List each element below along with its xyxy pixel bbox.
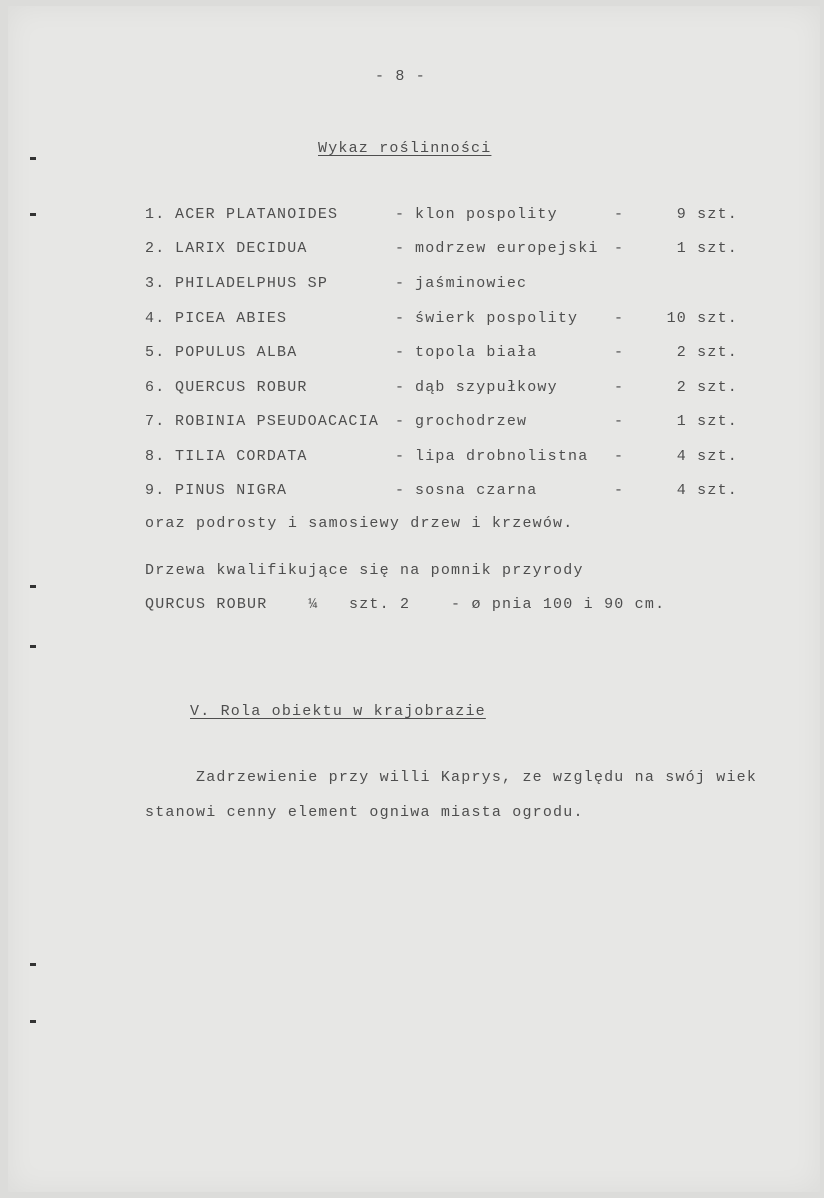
plant-polish-name: świerk pospolity <box>415 310 579 327</box>
plant-polish-name: klon pospolity <box>415 206 558 223</box>
plant-polish-name: dąb szypułkowy <box>415 379 558 396</box>
dash: - <box>614 310 625 327</box>
margin-mark <box>30 963 36 966</box>
plant-latin-name: POPULUS ALBA <box>175 344 298 361</box>
dash: - <box>395 344 406 361</box>
plant-number: 6. <box>145 379 166 396</box>
dash: - <box>614 206 625 223</box>
dash: - <box>395 448 406 465</box>
dash: - <box>614 448 625 465</box>
plant-latin-name: ROBINIA PSEUDOACACIA <box>175 413 380 430</box>
section-title: Wykaz roślinności <box>318 140 492 157</box>
plant-quantity: 9 szt. <box>676 206 738 223</box>
dash: - <box>395 482 406 499</box>
plant-latin-name: TILIA CORDATA <box>175 448 308 465</box>
monument-line: QURCUS ROBUR ¼ szt. 2 - ø pnia 100 i 90 cm. <box>145 596 666 613</box>
margin-mark <box>30 645 36 648</box>
section-v-text-line-1: Zadrzewienie przy willi Kaprys, ze względu na swój wiek <box>145 769 758 786</box>
plant-latin-name: PICEA ABIES <box>175 310 288 327</box>
dash: - <box>614 482 625 499</box>
monument-intro: Drzewa kwalifikujące się na pomnik przyrody <box>145 562 584 579</box>
plant-latin-name: LARIX DECIDUA <box>175 240 308 257</box>
plant-latin-name: PHILADELPHUS SP <box>175 275 329 292</box>
margin-mark <box>30 585 36 588</box>
dash: - <box>395 240 406 257</box>
plant-number: 2. <box>145 240 166 257</box>
plant-quantity: 1 szt. <box>676 240 738 257</box>
undergrowth-note: oraz podrosty i samosiewy drzew i krzewów. <box>145 515 574 532</box>
dash: - <box>614 379 625 396</box>
plant-number: 4. <box>145 310 166 327</box>
plant-latin-name: PINUS NIGRA <box>175 482 288 499</box>
plant-number: 9. <box>145 482 166 499</box>
plant-quantity: 2 szt. <box>676 379 738 396</box>
plant-number: 1. <box>145 206 166 223</box>
plant-quantity: 4 szt. <box>676 448 738 465</box>
plant-polish-name: jaśminowiec <box>415 275 528 292</box>
plant-polish-name: grochodrzew <box>415 413 528 430</box>
plant-polish-name: topola biała <box>415 344 538 361</box>
plant-number: 7. <box>145 413 166 430</box>
dash: - <box>614 240 625 257</box>
dash: - <box>614 413 625 430</box>
plant-quantity: 10 szt. <box>666 310 738 327</box>
plant-quantity: 2 szt. <box>676 344 738 361</box>
dash: - <box>395 310 406 327</box>
plant-number: 5. <box>145 344 166 361</box>
plant-quantity: 1 szt. <box>676 413 738 430</box>
section-v-title: V. Rola obiektu w krajobrazie <box>190 703 486 720</box>
dash: - <box>614 344 625 361</box>
plant-polish-name: lipa drobnolistna <box>415 448 589 465</box>
dash: - <box>395 275 406 292</box>
plant-latin-name: QUERCUS ROBUR <box>175 379 308 396</box>
plant-number: 8. <box>145 448 166 465</box>
section-v-text-line-2: stanowi cenny element ogniwa miasta ogrodu. <box>145 804 584 821</box>
plant-quantity: 4 szt. <box>676 482 738 499</box>
margin-mark <box>30 1020 36 1023</box>
dash: - <box>395 206 406 223</box>
margin-mark <box>30 157 36 160</box>
margin-mark <box>30 213 36 216</box>
plant-polish-name: modrzew europejski <box>415 240 599 257</box>
dash: - <box>395 413 406 430</box>
plant-polish-name: sosna czarna <box>415 482 538 499</box>
page-number: - 8 - <box>375 68 427 85</box>
plant-latin-name: ACER PLATANOIDES <box>175 206 339 223</box>
plant-number: 3. <box>145 275 166 292</box>
dash: - <box>395 379 406 396</box>
